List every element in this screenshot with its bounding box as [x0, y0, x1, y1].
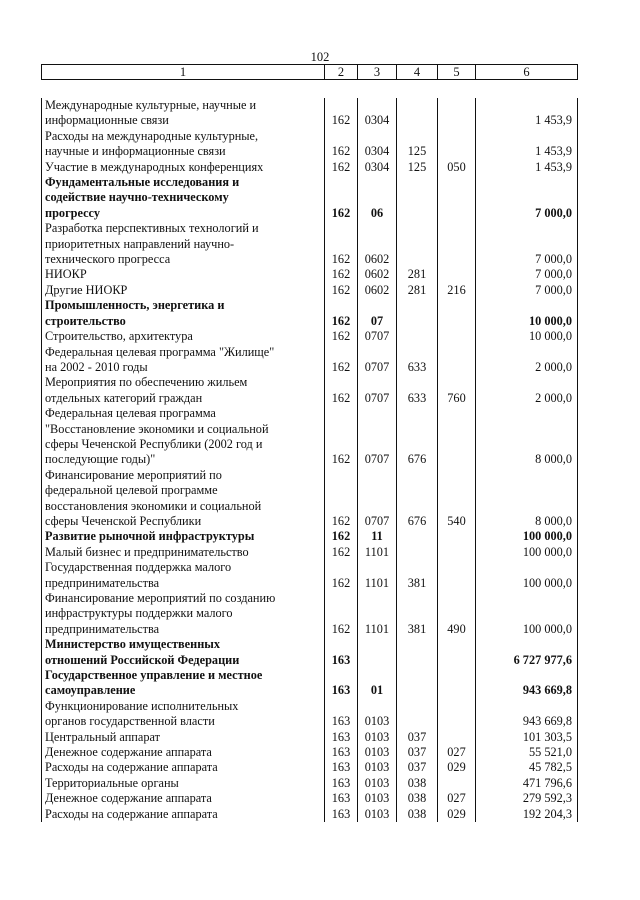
cell-col-2: 162: [325, 267, 358, 282]
cell-name: [42, 345, 325, 376]
cell-col-3: 0304: [358, 160, 397, 175]
cell-col-5: 027: [438, 745, 476, 760]
cell-name: [42, 267, 325, 282]
cell-col-4: 038: [397, 807, 438, 822]
table-row: [42, 406, 578, 468]
table-row: [42, 529, 578, 544]
cell-name-line: федеральной целевой программе: [45, 483, 218, 498]
cell-col-5: [438, 776, 476, 791]
cell-col-4: 037: [397, 745, 438, 760]
column-header-5: 5: [438, 65, 476, 80]
cell-name: [42, 221, 325, 267]
cell-col-2: 162: [325, 329, 358, 344]
cell-col-5: [438, 406, 476, 468]
cell-amount: 8 000,0: [476, 468, 578, 530]
cell-col-2: 162: [325, 345, 358, 376]
cell-name-line: Федеральная целевая программа "Жилище": [45, 344, 275, 359]
cell-name-line: Государственная поддержка малого: [45, 560, 232, 575]
cell-col-2: 162: [325, 545, 358, 560]
cell-amount: 10 000,0: [476, 298, 578, 329]
cell-amount: 7 000,0: [476, 221, 578, 267]
cell-name: [42, 807, 325, 822]
table-row: [42, 791, 578, 806]
cell-col-3: 06: [358, 175, 397, 221]
table-row: [42, 560, 578, 591]
cell-col-2: 163: [325, 760, 358, 775]
cell-name-line: Участие в международных конференциях: [45, 159, 264, 174]
table-row: [42, 329, 578, 344]
cell-col-5: 540: [438, 468, 476, 530]
cell-col-5: [438, 529, 476, 544]
column-header-6: 6: [476, 65, 578, 80]
cell-col-5: [438, 129, 476, 160]
cell-amount: 7 000,0: [476, 267, 578, 282]
cell-amount: 471 796,6: [476, 776, 578, 791]
cell-name: [42, 529, 325, 544]
cell-amount: 7 000,0: [476, 283, 578, 298]
cell-col-2: 162: [325, 529, 358, 544]
cell-amount: 45 782,5: [476, 760, 578, 775]
table-row: [42, 468, 578, 530]
cell-col-5: 029: [438, 807, 476, 822]
cell-col-3: 1101: [358, 591, 397, 637]
cell-amount: 10 000,0: [476, 329, 578, 344]
cell-col-3: 0707: [358, 375, 397, 406]
cell-col-3: 0103: [358, 791, 397, 806]
cell-name: [42, 591, 325, 637]
cell-col-2: 162: [325, 406, 358, 468]
cell-col-3: 0103: [358, 699, 397, 730]
cell-col-3: 0602: [358, 221, 397, 267]
table-row: [42, 345, 578, 376]
cell-name-line: Строительство, архитектура: [45, 329, 193, 344]
cell-name-line: Финансирование мероприятий по: [45, 467, 222, 482]
cell-col-5: 760: [438, 375, 476, 406]
cell-name: [42, 699, 325, 730]
cell-name: [42, 375, 325, 406]
cell-name-line: органов государственной власти: [45, 714, 215, 729]
cell-col-3: 11: [358, 529, 397, 544]
cell-name-line: Территориальные органы: [45, 775, 179, 790]
cell-col-3: 0103: [358, 760, 397, 775]
table-row: [42, 160, 578, 175]
column-header-4: 4: [397, 65, 438, 80]
cell-name-line: приоритетных направлений научно-: [45, 236, 235, 251]
cell-name-line: "Восстановление экономики и социальной: [45, 421, 269, 436]
cell-name-line: содействие научно-техническому: [45, 190, 229, 205]
cell-col-3: 0707: [358, 468, 397, 530]
cell-col-4: 281: [397, 283, 438, 298]
cell-col-2: 163: [325, 699, 358, 730]
cell-name: [42, 129, 325, 160]
cell-col-4: 125: [397, 129, 438, 160]
cell-name-line: сферы Чеченской Республики (2002 год и: [45, 436, 263, 451]
cell-name-line: научные и информационные связи: [45, 144, 226, 159]
cell-col-2: 162: [325, 175, 358, 221]
cell-name-line: Федеральная целевая программа: [45, 406, 216, 421]
cell-col-5: [438, 298, 476, 329]
table-row: [42, 591, 578, 637]
cell-col-5: 216: [438, 283, 476, 298]
cell-col-2: 163: [325, 791, 358, 806]
cell-name-line: строительство: [45, 313, 126, 328]
cell-col-5: [438, 560, 476, 591]
cell-col-5: 029: [438, 760, 476, 775]
cell-col-2: 162: [325, 298, 358, 329]
cell-name: [42, 760, 325, 775]
cell-name: [42, 730, 325, 745]
cell-col-5: [438, 668, 476, 699]
cell-amount: 100 000,0: [476, 560, 578, 591]
cell-col-3: 01: [358, 668, 397, 699]
cell-col-4: 381: [397, 591, 438, 637]
table-row: [42, 745, 578, 760]
cell-col-4: 676: [397, 406, 438, 468]
cell-name-line: Мероприятия по обеспечению жильем: [45, 375, 248, 390]
cell-col-4: 381: [397, 560, 438, 591]
cell-amount: 6 727 977,6: [476, 637, 578, 668]
table-row: [42, 375, 578, 406]
cell-col-4: 038: [397, 791, 438, 806]
table-row: [42, 283, 578, 298]
cell-name-line: информационные связи: [45, 113, 169, 128]
cell-col-3: 0602: [358, 283, 397, 298]
cell-col-2: 162: [325, 375, 358, 406]
cell-amount: 8 000,0: [476, 406, 578, 468]
cell-name: [42, 298, 325, 329]
table-row: [42, 699, 578, 730]
cell-col-4: [397, 699, 438, 730]
cell-name-line: самоуправление: [45, 683, 136, 698]
cell-name-line: на 2002 - 2010 годы: [45, 359, 148, 374]
table-row: [42, 129, 578, 160]
cell-col-2: 162: [325, 591, 358, 637]
cell-col-5: [438, 699, 476, 730]
cell-amount: 101 303,5: [476, 730, 578, 745]
table-body: [42, 98, 578, 822]
cell-amount: 100 000,0: [476, 529, 578, 544]
cell-col-3: 0304: [358, 98, 397, 129]
cell-col-2: 162: [325, 283, 358, 298]
cell-amount: 2 000,0: [476, 345, 578, 376]
cell-name-line: Функционирование исполнительных: [45, 698, 239, 713]
cell-name: [42, 329, 325, 344]
budget-table: [41, 98, 578, 822]
table-row: [42, 545, 578, 560]
cell-amount: 1 453,9: [476, 160, 578, 175]
table-row: [42, 776, 578, 791]
cell-col-4: [397, 221, 438, 267]
table-row: [42, 267, 578, 282]
cell-col-2: 162: [325, 160, 358, 175]
cell-col-4: [397, 529, 438, 544]
cell-col-3: 0103: [358, 745, 397, 760]
cell-col-4: [397, 545, 438, 560]
cell-col-3: [358, 637, 397, 668]
cell-name: [42, 468, 325, 530]
cell-col-4: [397, 98, 438, 129]
cell-col-4: 125: [397, 160, 438, 175]
cell-col-3: 07: [358, 298, 397, 329]
cell-col-5: 050: [438, 160, 476, 175]
cell-amount: 1 453,9: [476, 129, 578, 160]
cell-col-3: 0304: [358, 129, 397, 160]
cell-col-2: 163: [325, 745, 358, 760]
cell-name-line: Фундаментальные исследования и: [45, 175, 240, 190]
cell-name: [42, 406, 325, 468]
cell-amount: 1 453,9: [476, 98, 578, 129]
cell-col-5: [438, 175, 476, 221]
cell-col-2: 163: [325, 637, 358, 668]
cell-name-line: Разработка перспективных технологий и: [45, 221, 259, 236]
cell-col-5: [438, 329, 476, 344]
cell-col-2: 162: [325, 468, 358, 530]
cell-amount: 192 204,3: [476, 807, 578, 822]
table-header: [41, 64, 578, 80]
cell-amount: 100 000,0: [476, 545, 578, 560]
cell-name: [42, 776, 325, 791]
cell-name-line: сферы Чеченской Республики: [45, 513, 202, 528]
cell-name-line: технического прогресса: [45, 252, 171, 267]
table-row: [42, 807, 578, 822]
cell-name-line: предпринимательства: [45, 621, 160, 636]
cell-col-3: 0707: [358, 406, 397, 468]
cell-col-4: [397, 329, 438, 344]
cell-amount: 943 669,8: [476, 699, 578, 730]
cell-amount: 7 000,0: [476, 175, 578, 221]
table-row: [42, 668, 578, 699]
cell-col-3: 0707: [358, 345, 397, 376]
table-row: [42, 221, 578, 267]
cell-col-4: 633: [397, 375, 438, 406]
cell-name: [42, 668, 325, 699]
cell-amount: 279 592,3: [476, 791, 578, 806]
cell-name: [42, 545, 325, 560]
cell-name-line: НИОКР: [45, 267, 87, 282]
cell-col-2: 163: [325, 776, 358, 791]
cell-col-2: 162: [325, 560, 358, 591]
cell-col-5: [438, 545, 476, 560]
cell-name-line: Международные культурные, научные и: [45, 98, 257, 112]
column-header-2: 2: [325, 65, 358, 80]
column-header-1: 1: [42, 65, 325, 80]
cell-col-4: [397, 668, 438, 699]
cell-name-line: Государственное управление и местное: [45, 668, 263, 683]
cell-name-line: Министерство имущественных: [45, 637, 221, 652]
cell-name-line: отдельных категорий граждан: [45, 390, 203, 405]
cell-col-3: 0103: [358, 776, 397, 791]
cell-name: [42, 160, 325, 175]
cell-name-line: Финансирование мероприятий по созданию: [45, 591, 276, 605]
cell-col-2: 163: [325, 730, 358, 745]
header-row: [42, 65, 578, 80]
cell-col-5: [438, 345, 476, 376]
cell-name-line: Промышленность, энергетика и: [45, 298, 225, 313]
cell-name-line: предпринимательства: [45, 575, 160, 590]
cell-name: [42, 745, 325, 760]
cell-name-line: Другие НИОКР: [45, 282, 128, 297]
table-row: [42, 175, 578, 221]
cell-name-line: Расходы на содержание аппарата: [45, 760, 218, 775]
table-row: [42, 760, 578, 775]
cell-col-4: 038: [397, 776, 438, 791]
cell-name-line: инфраструктуры поддержки малого: [45, 606, 233, 621]
table-row: [42, 98, 578, 129]
cell-name: [42, 283, 325, 298]
cell-amount: 943 669,8: [476, 668, 578, 699]
cell-col-4: 633: [397, 345, 438, 376]
table-row: [42, 730, 578, 745]
cell-name-line: Малый бизнес и предпринимательство: [45, 544, 249, 559]
cell-col-2: 163: [325, 807, 358, 822]
cell-col-5: [438, 221, 476, 267]
cell-col-3: 0103: [358, 807, 397, 822]
cell-amount: 55 521,0: [476, 745, 578, 760]
cell-col-5: 027: [438, 791, 476, 806]
cell-col-5: [438, 98, 476, 129]
cell-col-3: 0707: [358, 329, 397, 344]
cell-col-5: [438, 267, 476, 282]
cell-col-5: 490: [438, 591, 476, 637]
cell-name: [42, 637, 325, 668]
cell-col-4: [397, 298, 438, 329]
cell-col-3: 1101: [358, 545, 397, 560]
cell-name-line: Центральный аппарат: [45, 729, 160, 744]
cell-col-4: 037: [397, 730, 438, 745]
cell-col-2: 163: [325, 668, 358, 699]
cell-name-line: отношений Российской Федерации: [45, 652, 240, 667]
cell-name-line: последующие годы)": [45, 452, 156, 467]
cell-amount: 100 000,0: [476, 591, 578, 637]
cell-col-4: 281: [397, 267, 438, 282]
cell-col-3: 0103: [358, 730, 397, 745]
cell-amount: 2 000,0: [476, 375, 578, 406]
cell-name-line: прогрессу: [45, 205, 101, 220]
table-row: [42, 298, 578, 329]
cell-name: [42, 560, 325, 591]
cell-col-4: 676: [397, 468, 438, 530]
cell-col-2: 162: [325, 129, 358, 160]
cell-col-5: [438, 730, 476, 745]
cell-name: [42, 791, 325, 806]
cell-name-line: восстановления экономики и социальной: [45, 498, 262, 513]
cell-col-4: [397, 175, 438, 221]
cell-name-line: Расходы на международные культурные,: [45, 128, 259, 143]
cell-col-5: [438, 637, 476, 668]
cell-col-3: 1101: [358, 560, 397, 591]
cell-name: [42, 175, 325, 221]
cell-col-4: [397, 637, 438, 668]
table-row: [42, 637, 578, 668]
cell-col-2: 162: [325, 221, 358, 267]
cell-col-4: 037: [397, 760, 438, 775]
cell-name: [42, 98, 325, 129]
cell-name-line: Расходы на содержание аппарата: [45, 806, 218, 821]
column-header-3: 3: [358, 65, 397, 80]
cell-col-2: 162: [325, 98, 358, 129]
cell-name-line: Денежное содержание аппарата: [45, 745, 212, 760]
page-number: 102: [310, 50, 330, 64]
cell-name-line: Развитие рыночной инфраструктуры: [45, 529, 255, 544]
cell-col-3: 0602: [358, 267, 397, 282]
cell-name-line: Денежное содержание аппарата: [45, 791, 212, 806]
